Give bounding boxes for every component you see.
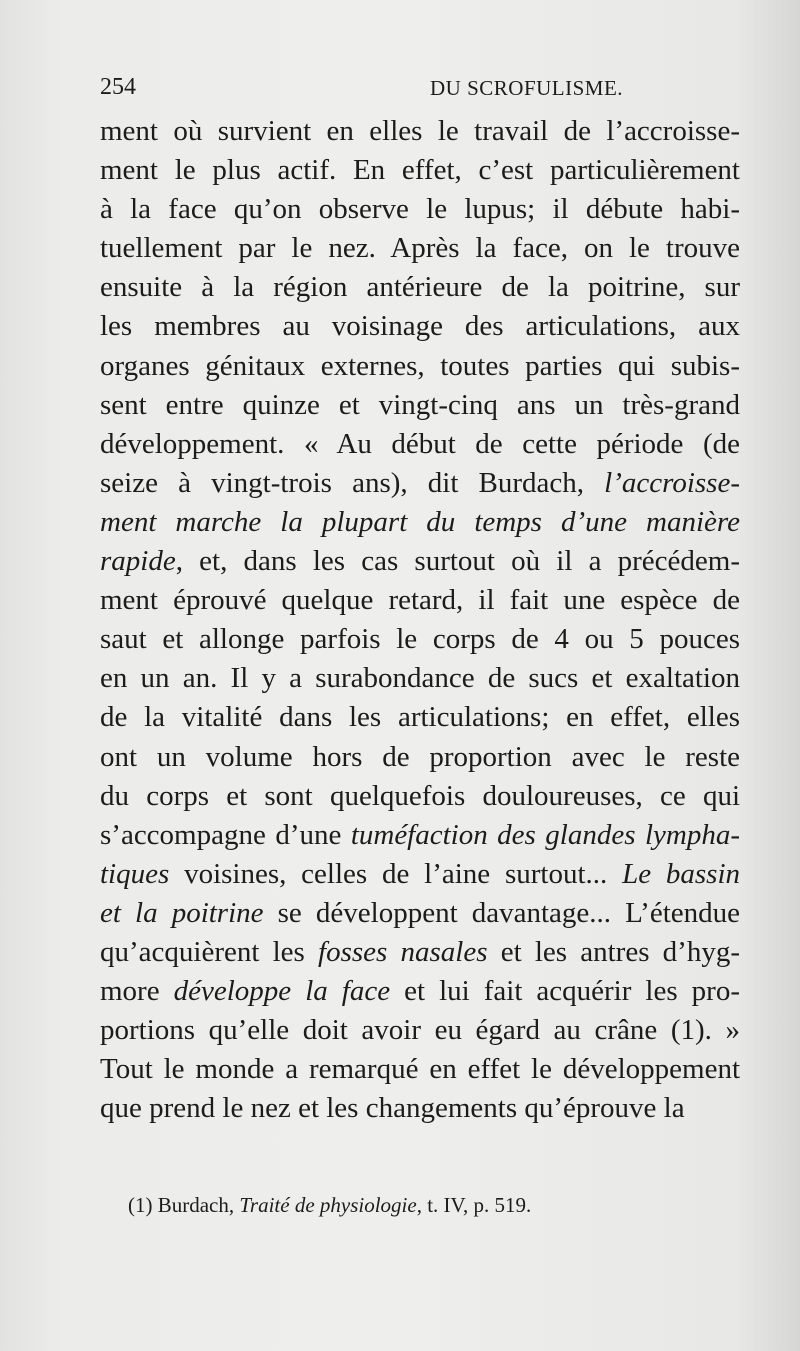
text-run: more: [100, 975, 174, 1008]
text-line: [100, 738, 740, 777]
text-run: se développent davantage... L’étendue: [263, 896, 740, 929]
text-line: [100, 307, 740, 346]
text-run: que prend le nez et les changements qu’éprouve la: [100, 1092, 685, 1125]
italic-run: ment marche la plupart du temps d’une manière: [100, 505, 740, 538]
running-title: DU SCROFULISME.: [430, 76, 624, 100]
text-line: [100, 190, 740, 229]
text-line: [100, 1011, 740, 1050]
text-run: qu’acquièrent les: [100, 935, 319, 968]
text-line: [100, 777, 740, 816]
text-line: [100, 816, 740, 855]
text-line: [100, 347, 740, 386]
italic-run: l’accroisse-: [604, 466, 740, 499]
text-run: saut et allonge parfois le corps de 4 ou 5 pouces: [100, 623, 740, 656]
text-line: [100, 659, 740, 698]
text-run: ment le plus actif. En effet, c’est particulièrement: [100, 154, 740, 187]
text-line: [100, 503, 740, 542]
text-run: du corps et sont quelquefois douloureuses, ce qui: [100, 779, 740, 812]
italic-run: fosses nasales: [318, 935, 488, 968]
italic-run: tuméfaction des glandes lympha-: [350, 818, 740, 851]
text-line: [100, 1050, 740, 1089]
text-run: développement. « Au début de cette période (de: [100, 427, 740, 460]
text-run: s’accompagne d’une: [100, 818, 351, 851]
italic-run: tiques: [100, 857, 170, 890]
text-run: en un an. Il y a surabondance de sucs et exaltation: [100, 662, 740, 695]
text-run: sent entre quinze et vingt-cinq ans un très-grand: [100, 388, 740, 421]
text-run: ment où survient en elles le travail de l’accroisse-: [100, 115, 740, 147]
text-run: et les antres d’hyg-: [487, 935, 740, 968]
text-run: voisines, celles de l’aine surtout...: [169, 857, 623, 890]
text-run: ment éprouvé quelque retard, il fait une espèce de: [100, 584, 740, 617]
text-line: [100, 698, 740, 737]
text-run: les membres au voisinage des articulations, aux: [100, 310, 740, 343]
text-line: [100, 620, 740, 659]
page-number: 254: [100, 74, 136, 100]
italic-run: Le bassin: [622, 857, 741, 890]
text-run: portions qu’elle doit avoir eu égard au crâne (1). »: [100, 1014, 740, 1047]
body-text: [100, 112, 740, 1128]
text-run: organes génitaux externes, toutes parties qui subis-: [100, 349, 740, 382]
italic-run: et la poitrine: [100, 896, 264, 929]
text-line: [100, 112, 740, 151]
text-run: tuellement par le nez. Après la face, on le trouve: [100, 232, 740, 265]
text-line: [100, 425, 740, 464]
text-line: [100, 894, 740, 933]
text-line: [100, 268, 740, 307]
text-line: [100, 1089, 740, 1128]
text-run: ensuite à la région antérieure de la poitrine, sur: [100, 271, 740, 304]
footnote-title: Traité de physiologie: [239, 1193, 417, 1217]
text-run: Tout le monde a remarqué en effet le développement: [100, 1053, 740, 1086]
text-line: [100, 151, 740, 190]
footnote-suffix: , t. IV, p. 519.: [416, 1193, 532, 1217]
text-run: seize à vingt-trois ans), dit Burdach,: [100, 466, 605, 499]
footnote: [128, 1193, 531, 1218]
text-run: de la vitalité dans les articulations; en effet, elles: [100, 701, 740, 734]
text-line: [100, 386, 740, 425]
text-run: ont un volume hors de proportion avec le reste: [100, 740, 740, 773]
text-run: et lui fait acquérir les pro-: [390, 975, 740, 1008]
text-line: [100, 972, 740, 1011]
text-line: [100, 464, 740, 503]
text-line: [100, 855, 740, 894]
text-run: à la face qu’on observe le lupus; il débute habi-: [100, 193, 740, 226]
footnote-prefix: (1) Burdach,: [128, 1193, 240, 1217]
text-line: [100, 542, 740, 581]
page-header: [100, 74, 740, 106]
text-line: [100, 933, 740, 972]
italic-run: développe la face: [173, 975, 391, 1008]
text-line: [100, 229, 740, 268]
text-run: , et, dans les cas surtout où il a précédem-: [175, 545, 740, 578]
text-line: [100, 581, 740, 620]
italic-run: rapide: [100, 545, 176, 578]
